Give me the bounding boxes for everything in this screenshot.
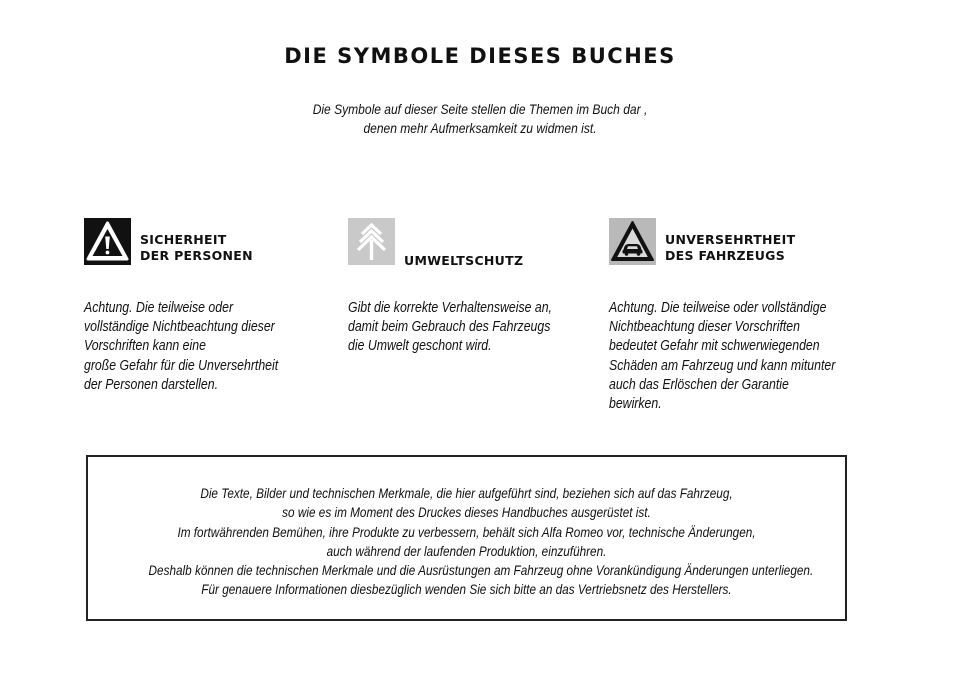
warning-triangle-icon: [84, 218, 131, 265]
intro-line: Die Symbole auf dieser Seite stellen die Themen im Buch dar ,: [312, 101, 648, 117]
intro-line: denen mehr Aufmerksamkeit zu widmen ist.: [363, 120, 597, 136]
tree-icon: [348, 218, 395, 265]
symbol-description: Achtung. Die teilweise oder vollständige Nichtbeachtung dieser Vorschriften bedeutet Gefahr mit schwerwiegenden Schäden am Fahrzeug und kann mitunter auch das Erlöschen der Garantie bewirken.: [609, 299, 836, 413]
symbol-label: SICHERHEIT DER PERSONEN: [140, 232, 253, 263]
symbol-description: Gibt die korrekte Verhaltensweise an, damit beim Gebrauch des Fahrzeugs die Umwelt geschont wird.: [348, 299, 552, 355]
symbol-label: UMWELTSCHUTZ: [404, 253, 524, 268]
symbol-description: Achtung. Die teilweise oder vollständige Nichtbeachtung dieser Vorschriften kann eine große Gefahr für die Unversehrtheit der Personen darstellen.: [84, 299, 279, 393]
intro-text: [188, 100, 773, 138]
page-title: DIE SYMBOLE DIESES BUCHES: [284, 44, 676, 68]
notice-text: Die Texte, Bilder und technischen Merkmale, die hier aufgeführt sind, beziehen sich auf das Fahrzeug, so wie es im Moment des Druckes dieses Handbuches ausgerüstet ist. Im fortwährenden Bemühen, ihre Produkte zu verbessern, behält sich Alfa Romeo vor, technische Änderungen, auch während der laufenden Produktion, einzuführen. Deshalb können die technischen Merkmale und die Ausrüstungen am Fahrzeug ohne Vorankündigung Änderungen unterliegen. Für genauere Informationen diesbezüglich wenden Sie sich bitte an das Vertriebsnetz des Herstellers.: [148, 485, 814, 598]
notice-box: [86, 455, 847, 621]
car-warning-icon: [609, 218, 656, 265]
symbol-label: UNVERSEHRTHEIT DES FAHRZEUGS: [665, 232, 796, 263]
